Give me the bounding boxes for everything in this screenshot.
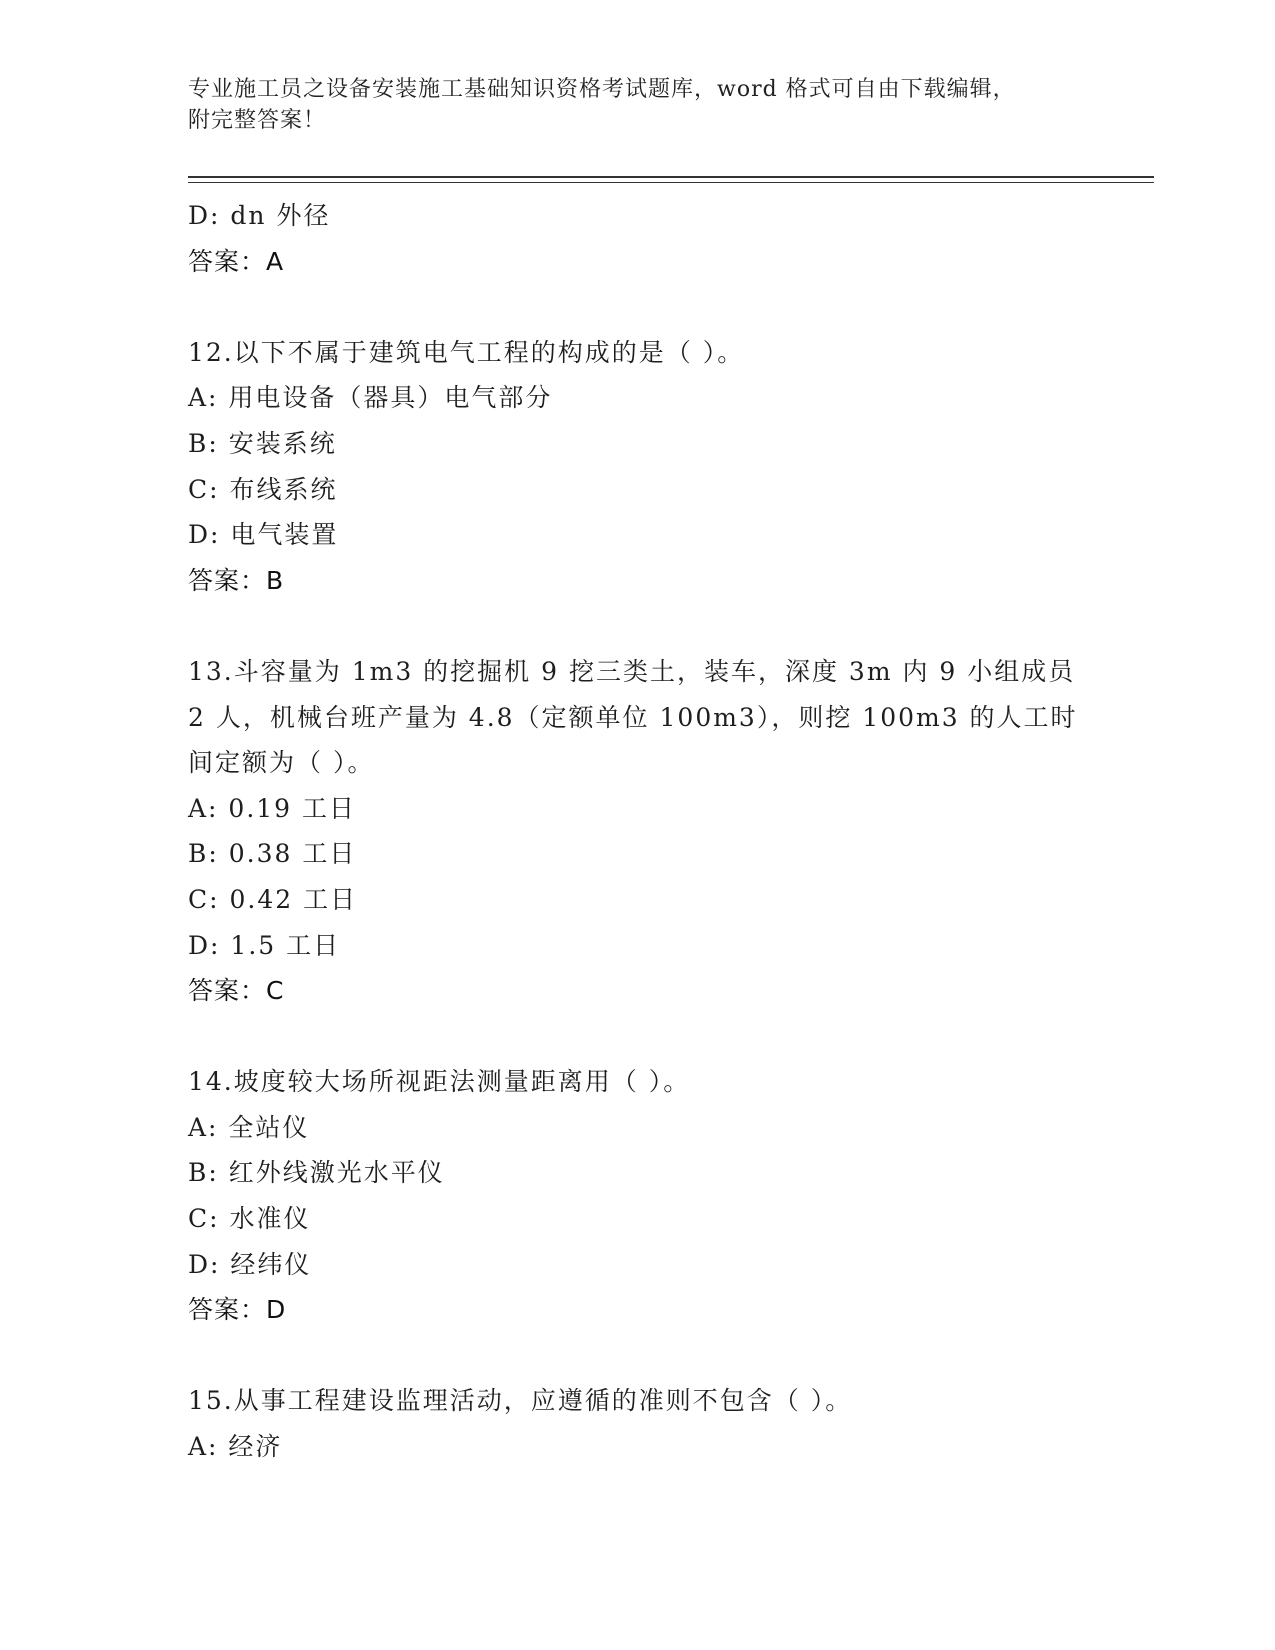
option-a: A: 全站仪 (188, 1112, 310, 1142)
page-header (188, 74, 1088, 136)
option-b: B: 红外线激光水平仪 (188, 1158, 445, 1188)
spacer (188, 1333, 1088, 1379)
option-d: D: 经纬仪 (188, 1249, 312, 1279)
header-line-1: 专业施工员之设备安装施工基础知识资格考试题库，word 格式可自由下载编辑， (188, 77, 1016, 102)
option-a: A: 用电设备（器具）电气部分 (188, 383, 553, 413)
question-stem: 13.斗容量为 1m3 的挖掘机 9 挖三类土，装车，深度 3m 内 9 小组成员 (188, 656, 1076, 686)
option-c: C: 0.42 工日 (188, 884, 358, 914)
answer-line: 答案：D (188, 1295, 287, 1325)
question-stem: 15.从事工程建设监理活动，应遵循的准则不包含（ ）。 (188, 1386, 853, 1416)
question-12 (188, 330, 1088, 604)
question-stem-continued: 间定额为（ ）。 (188, 748, 375, 778)
option-d: D: 电气装置 (188, 520, 339, 550)
header-divider-thick (188, 176, 1154, 178)
question-15 (188, 1378, 1088, 1469)
answer-line: 答案：B (188, 565, 285, 595)
question-stem: 14.坡度较大场所视距法测量距离用（ ）。 (188, 1067, 691, 1097)
spacer (188, 1014, 1088, 1060)
option-a: A: 经济 (188, 1432, 283, 1462)
header-line-2: 附完整答案！ (188, 108, 327, 133)
question-11-tail (188, 193, 1088, 284)
option-d: D: dn 外径 (188, 201, 331, 230)
spacer (188, 603, 1088, 649)
question-14 (188, 1059, 1088, 1333)
option-a: A: 0.19 工日 (188, 793, 357, 823)
option-b: B: 0.38 工日 (188, 839, 357, 869)
answer-line: 答案：A (188, 246, 285, 276)
spacer (188, 284, 1088, 330)
question-stem-continued: 2 人，机械台班产量为 4.8（定额单位 100m3），则挖 100m3 的人工时 (188, 702, 1078, 732)
option-b: B: 安装系统 (188, 428, 337, 458)
question-content (188, 193, 1088, 1470)
question-stem: 12.以下不属于建筑电气工程的构成的是（ ）。 (188, 337, 745, 367)
answer-line: 答案：C (188, 976, 285, 1006)
option-c: C: 水准仪 (188, 1204, 311, 1234)
question-13 (188, 649, 1088, 1014)
header-divider-thin (188, 182, 1154, 183)
option-c: C: 布线系统 (188, 474, 338, 504)
option-d: D: 1.5 工日 (188, 930, 341, 960)
